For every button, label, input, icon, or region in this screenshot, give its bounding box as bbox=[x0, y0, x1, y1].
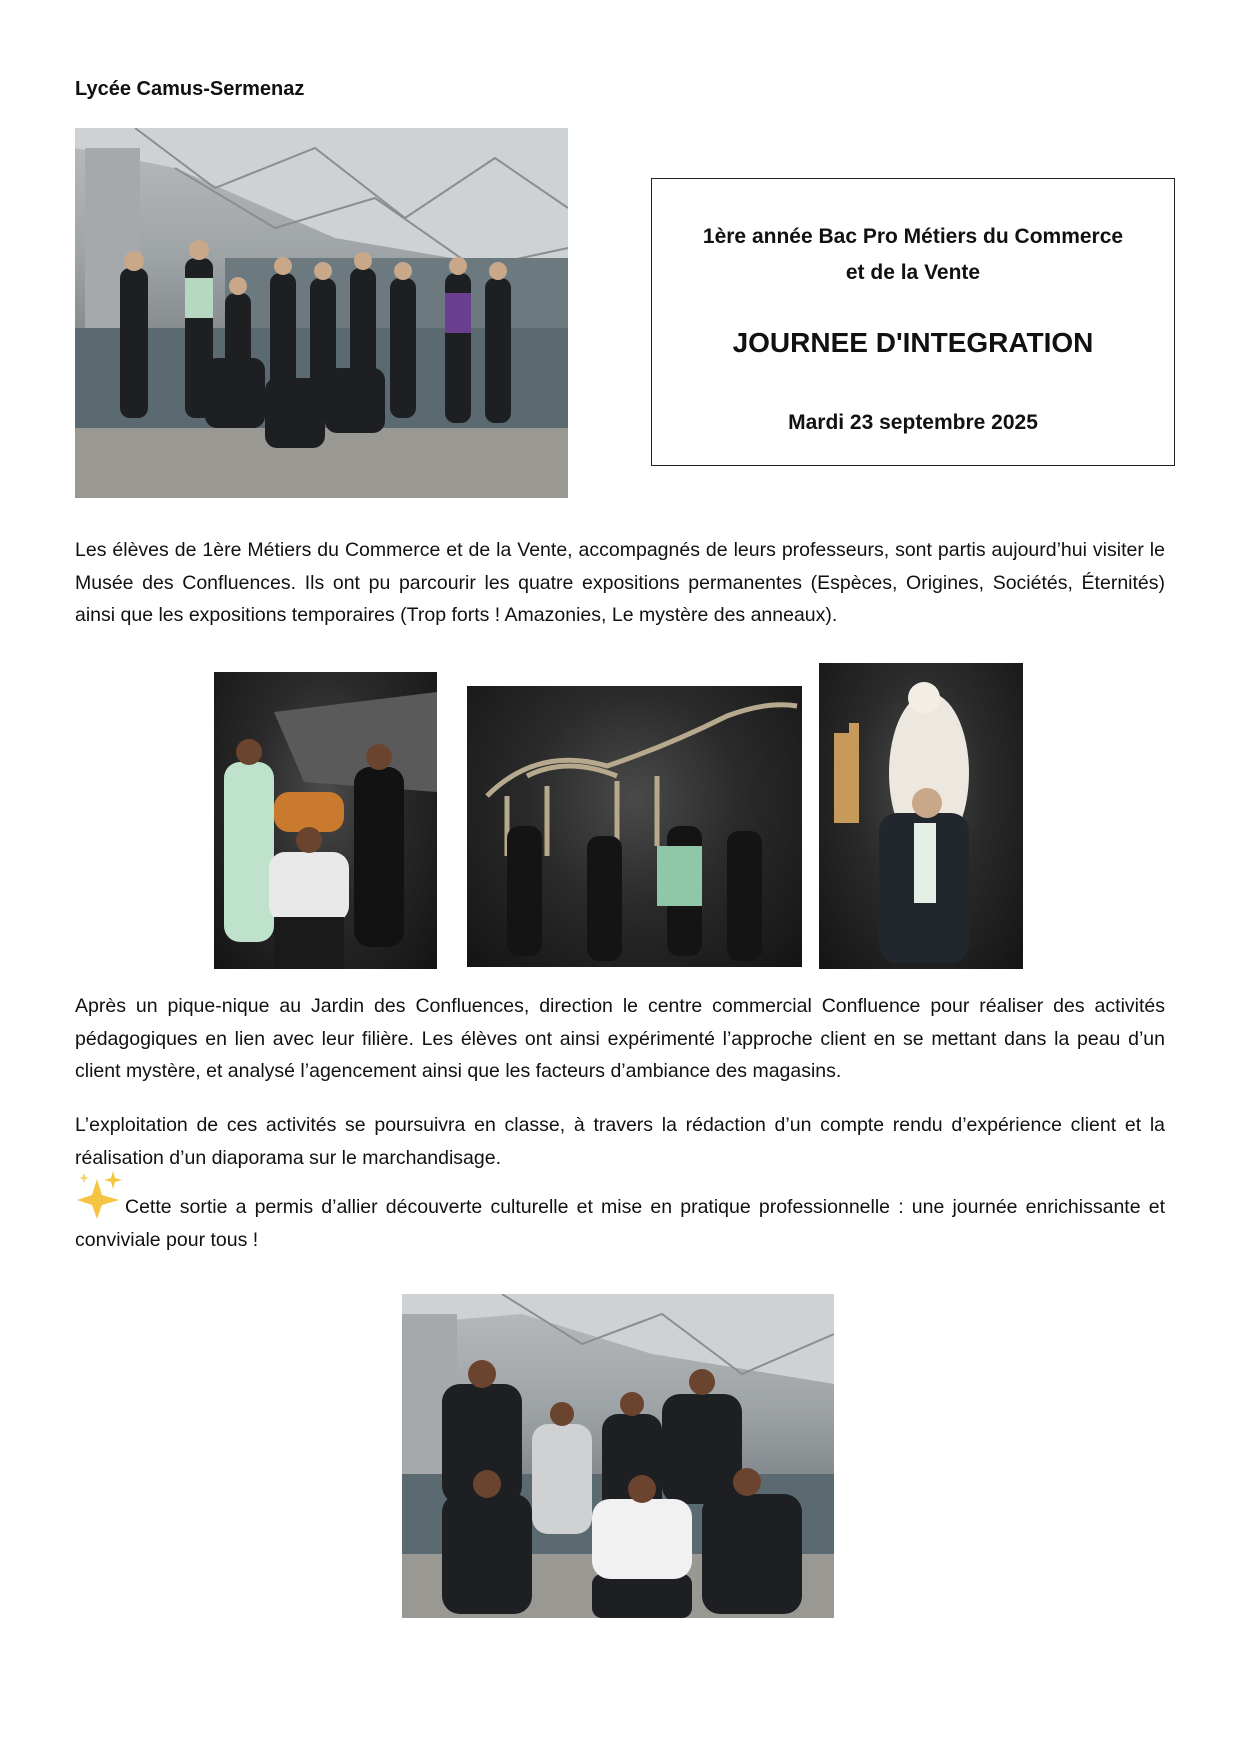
afternoon-paragraph: Après un pique-nique au Jardin des Confluences, direction le centre commercial Confluence pour réaliser des activités pédagogiques en lien avec leur filière. Les élèves ont ainsi expérimenté l’approche client en se mettant dans la peau d’un client mystère, et analysé l’agencement ainsi que les facteurs d’ambiance des magasins. bbox=[75, 995, 1165, 1082]
museum-photo-polar-bear bbox=[819, 663, 1023, 969]
museum-photo-tiger bbox=[214, 672, 437, 969]
title-box-title: JOURNEE D'INTEGRATION bbox=[732, 327, 1094, 358]
title-box-subtitle: 1ère année Bac Pro Métiers du Commerce et de la Vente bbox=[702, 225, 1124, 284]
intro-paragraph: Les élèves de 1ère Métiers du Commerce et de la Vente, accompagnés de leurs professeurs, sont partis aujourd’hui visiter le Musée des Confluences. Ils ont pu parcourir les quatre expositions permanentes (Espèces, Origines, Sociétés, Éternités) ainsi que les expositions temporaires (Trop forts ! Amazonies, Le mystère des anneaux). bbox=[75, 539, 1165, 626]
school-name: Lycée Camus-Sermenaz bbox=[75, 78, 305, 100]
group-photo-students bbox=[402, 1294, 834, 1618]
group-photo-museum-exterior bbox=[75, 128, 568, 498]
museum-photo-dinosaur bbox=[467, 686, 802, 967]
title-box bbox=[651, 178, 1175, 466]
sparkles-icon bbox=[75, 1171, 125, 1219]
conclusion-block bbox=[75, 1171, 1165, 1256]
followup-paragraph: L’exploitation de ces activités se poursuivra en classe, à travers la rédaction d’un compte rendu d’expérience client et la réalisation d’un diaporama sur le marchandisage. bbox=[75, 1114, 1165, 1169]
title-box-date: Mardi 23 septembre 2025 bbox=[788, 411, 1038, 434]
conclusion-text: Cette sortie a permis d’allier découverte culturelle et mise en pratique professionnelle : une journée enrichissante et conviviale pour tous ! bbox=[75, 1196, 1165, 1251]
